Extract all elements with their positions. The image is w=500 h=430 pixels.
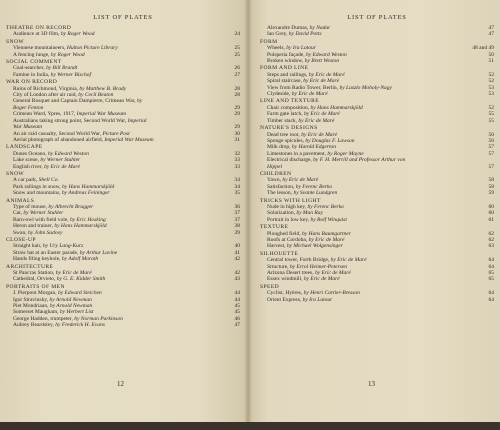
plate-caption: Straw hat at an Easter parade,: [13, 249, 79, 256]
plate-credit: Roger Fenton: [13, 104, 44, 111]
plate-page-number: 41: [234, 249, 240, 256]
section-title: TEXTURE: [260, 224, 289, 231]
plate-page-number: 58: [488, 183, 494, 190]
plate-credit: by Matthew B. Brady: [79, 85, 127, 92]
plate-caption: A fencing lunge,: [13, 51, 50, 58]
plate-credit: by Edward Weston: [305, 51, 347, 58]
page-heading: LIST OF PLATES: [347, 14, 407, 21]
plate-page-number: 62: [488, 230, 494, 237]
plate-page-number: 55: [488, 111, 494, 118]
plate-page-number: 44: [234, 296, 240, 303]
plate-credit: by Ferenc Berko: [307, 203, 344, 210]
plate-page-number: 64: [488, 263, 494, 270]
plate-credit: by Norman Parkinson: [74, 315, 123, 322]
plate-caption: George Hadden, trumpeter,: [13, 315, 73, 322]
plate-section: [260, 284, 494, 303]
plate-caption: English river,: [13, 163, 43, 170]
plate-page-number: 56: [488, 131, 494, 138]
plate-page-number: 40: [234, 243, 240, 250]
plate-credit: by Bill Brandt: [46, 65, 78, 72]
plate-page-number: 35: [234, 190, 240, 197]
plate-caption: Structure,: [267, 263, 289, 270]
plate-page-number: 56: [488, 137, 494, 144]
plate-caption: J. Pierpont Morgan,: [13, 290, 57, 297]
plate-page-number: 39: [234, 229, 240, 236]
plate-page-number: 58: [488, 177, 494, 184]
plate-entry: [6, 52, 240, 58]
plate-credit: by Eric de Maré: [301, 131, 338, 138]
plate-entry: [260, 217, 494, 223]
plate-credit: by Eric de Maré: [303, 276, 340, 283]
plate-page-number: 64: [488, 257, 494, 264]
plate-credit: by Eric de Maré: [308, 237, 345, 243]
plate-credit: by Eric de Maré: [330, 257, 367, 264]
plate-page-number: 57: [488, 144, 494, 151]
plate-credit: by Arthur Lavine: [79, 249, 118, 256]
plate-page-number: 52: [488, 78, 494, 85]
plate-credit: by Svante Lundgren: [293, 190, 338, 197]
plate-page-number: 26: [234, 65, 240, 72]
plate-page-number: 62: [488, 237, 494, 243]
plates-list: [260, 25, 494, 303]
plate-page-number: 48 and 49: [472, 45, 494, 52]
plate-credit: by Frederick H. Evans: [55, 322, 105, 329]
plate-credit: by Hans Hammarskjöld: [54, 223, 107, 230]
plate-title: [13, 230, 218, 236]
plate-credit: by Cecil Beaton: [78, 92, 114, 99]
plate-section: [6, 39, 240, 58]
page-heading: LIST OF PLATES: [93, 14, 153, 21]
plate-page-number: 64: [488, 290, 494, 297]
plate-section: [6, 59, 240, 78]
plate-caption: Timber stack,: [267, 117, 298, 124]
plate-caption: Ruins of Richmond, Virginia,: [13, 85, 79, 92]
plate-page-number: 57: [488, 163, 494, 170]
plate-page-number: 42: [234, 270, 240, 277]
section-title: CHILDREN: [260, 170, 292, 177]
plate-caption: Arizona Desert trees,: [267, 270, 314, 277]
plate-caption: Essex windmill,: [267, 276, 303, 283]
plate-credit: by Eric de Maré: [44, 163, 80, 170]
plate-credit: Imperial: [127, 117, 147, 124]
plate-page-number: 28: [234, 85, 240, 92]
plate-title: [13, 72, 218, 78]
section-title: NATURE'S DESIGNS: [260, 125, 318, 132]
plate-caption: St Pancras Station,: [13, 270, 55, 277]
plate-credit: by Werner Bischof: [50, 71, 92, 78]
plate-caption: Roofs at Cordoba,: [267, 237, 308, 243]
plate-caption: Clydeside,: [267, 91, 291, 98]
plate-caption: Electrical discharge,: [267, 157, 312, 164]
book-gutter: [244, 0, 252, 422]
plate-credit: by Hans Baumgartner: [301, 230, 351, 237]
plate-caption: Barn-owl with field vole,: [13, 216, 69, 223]
section-title: WAR ON RECORD: [6, 79, 58, 86]
plate-title: [267, 58, 472, 64]
plate-credit: by Eric de Maré: [314, 270, 351, 277]
plate-page-number: 44: [234, 290, 240, 297]
plate-page-number: 53: [488, 84, 494, 91]
plate-credit: by Eric de Maré: [303, 78, 340, 85]
plate-title: [267, 118, 472, 124]
plate-caption: Piet Mondriaan,: [13, 303, 49, 310]
plate-page-number: 43: [234, 276, 240, 283]
plate-caption: City of London after air raid,: [13, 92, 77, 99]
plate-credit: by Edward Steichen: [57, 290, 102, 297]
plate-caption: Aerial photograph of abandoned airfield,: [13, 136, 103, 143]
plate-credit: by Arnold Newman: [49, 296, 92, 303]
plate-caption: Straight hair,: [13, 243, 42, 250]
plate-caption: Steps and railings,: [267, 71, 308, 78]
plate-caption: Audience at 3D film,: [13, 31, 60, 38]
plate-page-number: 60: [488, 210, 494, 217]
plate-credit: by Eric de Maré: [308, 71, 345, 78]
plate-caption: Yawn,: [267, 177, 281, 184]
plate-title: [267, 190, 472, 196]
plate-section: [6, 237, 240, 263]
plate-title: [13, 256, 218, 262]
plate-title: [267, 297, 472, 303]
plate-credit: by Errol Heimer-Petersen: [289, 263, 348, 270]
plate-caption: Hands filing keyhole,: [13, 256, 61, 263]
plates-list: [6, 25, 240, 329]
plate-title: [13, 31, 218, 37]
plate-credit: Imperial War Museum: [104, 136, 154, 143]
page-number: 12: [117, 380, 124, 388]
plate-page-number: 27: [234, 71, 240, 78]
plate-caption: Orient Express,: [267, 296, 302, 303]
plate-credit: Hulton Picture Library: [66, 45, 118, 52]
plate-credit: by Harold Edgerton: [291, 144, 337, 151]
plate-credit: by Edward Weston: [47, 150, 89, 157]
plate-page-number: 46: [234, 315, 240, 322]
plate-credit: by John Sadovy: [27, 229, 63, 236]
plate-page-number: 64: [488, 296, 494, 303]
plate-entry: [260, 276, 494, 282]
plate-page-number: 38: [234, 223, 240, 230]
plate-credit: by Ury Lang-Kurz: [42, 243, 84, 250]
plate-section: [6, 264, 240, 283]
section-title: LINE AND TEXTURE: [260, 98, 320, 105]
plate-credit: by Werner Stuhler: [40, 157, 81, 164]
plate-title: [13, 52, 218, 58]
plate-title: [13, 322, 218, 328]
plate-entry: [6, 276, 240, 282]
plate-caption: General Bosquet and Captain Dampierre, Crimean War,: [13, 98, 136, 105]
plate-entry: [6, 72, 240, 78]
plate-entry: [260, 243, 494, 249]
plate-title: [267, 217, 472, 223]
plate-page-number: 55: [488, 117, 494, 124]
plate-section: [260, 125, 494, 170]
page-number: 13: [368, 380, 375, 388]
plate-section: [260, 25, 494, 38]
plate-page-number: 53: [488, 91, 494, 98]
section-title: CLOSE-UP: [6, 237, 36, 243]
plate-credit: by Werner Stuhler: [23, 210, 64, 217]
section-title: ANIMALS: [6, 197, 35, 204]
plate-page-number: 61: [488, 216, 494, 223]
plate-title: [267, 164, 472, 170]
plate-page-number: 59: [488, 190, 494, 197]
plate-page-number: 31: [234, 136, 240, 143]
plate-section: [6, 198, 240, 236]
plate-page-number: 51: [488, 58, 494, 65]
plate-title: [13, 190, 218, 196]
plate-section: [6, 284, 240, 329]
section-title: LANDSCAPE: [6, 144, 43, 151]
plate-credit: Picture Post: [102, 130, 130, 137]
plate-section: [6, 171, 240, 197]
plate-title: [13, 276, 218, 282]
plate-caption: Coal-searcher,: [13, 65, 45, 72]
plate-caption: A car park,: [13, 177, 38, 184]
plate-entry: [6, 230, 240, 236]
plate-entry: [260, 190, 494, 196]
plate-credit: by Ira Latour: [286, 45, 316, 52]
plate-page-number: 28: [234, 92, 240, 99]
plate-title: [267, 91, 472, 97]
plate-caption: Viennese mountaineers,: [13, 45, 66, 52]
plate-section: [260, 65, 494, 97]
plate-entry: [6, 164, 240, 170]
plate-credit: by Eric de Maré: [282, 177, 319, 184]
section-title: SNOW: [6, 38, 25, 45]
plate-section: [260, 251, 494, 283]
section-title: FORM AND LINE: [260, 65, 309, 72]
plate-page-number: 33: [234, 163, 240, 170]
plate-caption: Famine in India,: [13, 71, 50, 78]
plate-entry: [6, 190, 240, 196]
plate-credit: by: [137, 98, 143, 105]
plate-credit: by Andreas Feininger: [61, 190, 110, 197]
plate-caption: Farm gate latch,: [267, 111, 303, 118]
plate-page-number: 47: [488, 31, 494, 38]
plate-caption: Pulsperia façade,: [267, 51, 305, 58]
plate-credit: by Rolf Winquist: [310, 216, 347, 223]
plate-caption: Cat,: [13, 210, 23, 217]
plate-credit: by David Potts: [288, 31, 322, 38]
plate-page-number: 29: [234, 104, 240, 111]
plate-credit: Hippel: [267, 163, 282, 170]
plate-credit: by Douglas F. Lawson: [305, 137, 355, 144]
section-title: TRICKS WITH LIGHT: [260, 197, 321, 204]
plate-caption: Central tower, Forth Bridge,: [267, 257, 330, 264]
plate-caption: Dunes Oceano,: [13, 150, 47, 157]
plate-entry: [6, 256, 240, 262]
plate-page-number: 37: [234, 210, 240, 217]
plate-credit: by Eric de Maré: [55, 270, 92, 277]
plate-page-number: 33: [234, 157, 240, 164]
plate-credit: by Henri Cartier-Bresson: [303, 290, 360, 297]
plate-credit: by Ferenc Berko: [295, 183, 333, 190]
plate-credit: by Brett Weston: [304, 58, 340, 65]
plate-credit: by Ira Latour: [302, 296, 333, 303]
plate-caption: Chair composition,: [267, 104, 310, 111]
plate-title: [13, 164, 218, 170]
plate-credit: by Adolf Morath: [61, 256, 99, 263]
plate-title: [267, 276, 472, 282]
plate-page-number: 52: [488, 71, 494, 78]
plate-credit: by Roger Wood: [50, 51, 85, 58]
plate-caption: Portrait in low key,: [267, 216, 310, 223]
section-title: SILHOUETTE: [260, 250, 299, 257]
plate-caption: Harvest,: [267, 243, 286, 250]
plate-caption: Type of mouse,: [13, 203, 47, 210]
plate-credit: by Laszlo Moholy-Nagy: [339, 84, 392, 91]
plate-entry: [260, 91, 494, 97]
plate-caption: Ian Grey,: [267, 31, 288, 38]
plate-caption: Spiral staircase,: [267, 78, 302, 85]
plate-entry: [6, 31, 240, 37]
plate-credit: by Arnold Newman: [49, 303, 93, 310]
plate-page-number: 50: [488, 51, 494, 58]
plate-caption: Park railings in snow,: [13, 183, 61, 190]
plate-page-number: 30: [234, 130, 240, 137]
plate-section: [6, 25, 240, 38]
plate-entry: [260, 31, 494, 37]
plate-caption: An air raid casualty, Second World War,: [13, 130, 102, 137]
plate-caption: Aubrey Beardsley,: [13, 322, 54, 329]
section-title: SPEED: [260, 283, 280, 290]
plate-caption: Heron and trainer,: [13, 223, 53, 230]
plate-caption: Broken window,: [267, 58, 304, 65]
plate-page-number: 29: [234, 111, 240, 118]
plate-caption: Australians taking strong point, Second World War,: [13, 117, 127, 124]
plate-credit: by Man Ray: [296, 210, 323, 217]
plate-caption: Dead tree root,: [267, 131, 300, 138]
plate-page-number: 24: [234, 31, 240, 38]
plate-page-number: 34: [234, 183, 240, 190]
plate-page-number: 42: [234, 256, 240, 263]
plate-credit: by Michael Wolgensinger: [286, 243, 343, 250]
plate-entry: [260, 297, 494, 303]
plate-caption: Nude in high key,: [267, 203, 307, 210]
plate-credit: by F. H. Merrill and Professor Arthur von: [313, 157, 406, 164]
plate-entry: [260, 164, 494, 170]
plate-title: [267, 31, 472, 37]
plate-section: [260, 198, 494, 224]
plate-caption: View from Radio Tower, Berlin,: [267, 84, 339, 91]
plate-caption: Alexandre Dumas,: [267, 25, 309, 31]
section-title: THEATRE ON RECORD: [6, 25, 72, 31]
plate-page-number: 65: [488, 270, 494, 277]
plate-page-number: 34: [234, 177, 240, 184]
plate-caption: Milk drop,: [267, 144, 291, 151]
plate-section: [260, 98, 494, 124]
plate-section: [260, 171, 494, 197]
plate-caption: Lake scene,: [13, 157, 39, 164]
plate-caption: Wheels,: [267, 45, 285, 52]
plate-credit: by Eric de Maré: [291, 91, 328, 98]
plate-caption: Snow and mountains,: [13, 190, 61, 197]
section-title: FORM: [260, 38, 278, 45]
plate-page-number: 25: [234, 45, 240, 52]
plate-page-number: 57: [488, 150, 494, 157]
plate-page-number: 45: [234, 303, 240, 310]
plate-credit: Imperial War Museum: [76, 111, 126, 118]
plate-credit: by Albrecht Brugger: [48, 203, 94, 210]
plate-credit: by Nadar: [309, 25, 331, 31]
plate-page-number: 47: [488, 25, 494, 31]
plate-credit: by Hans Hammarskjöld: [62, 183, 115, 190]
plate-page-number: 25: [234, 51, 240, 58]
plate-credit: by Eric de Maré: [298, 117, 335, 124]
plate-caption: Ploughed field,: [267, 230, 301, 237]
plate-caption: Igor Stravinsky,: [13, 296, 49, 303]
plate-page-number: 29: [234, 124, 240, 131]
section-title: SNOW: [6, 170, 25, 177]
plate-section: [260, 39, 494, 65]
plate-section: [260, 224, 494, 250]
plate-page-number: 63: [488, 243, 494, 250]
plate-credit: by Herbert List: [59, 309, 94, 316]
plate-entry: [260, 58, 494, 64]
plate-credit: by Roger Mayne: [327, 150, 364, 157]
right-page: [248, 0, 500, 422]
section-title: ARCHITECTURE: [6, 263, 54, 270]
plate-entry: [6, 322, 240, 328]
plate-page-number: 37: [234, 216, 240, 223]
plate-credit: by Roger Wood: [60, 31, 95, 38]
plate-page-number: 65: [488, 276, 494, 283]
plate-page-number: 60: [488, 203, 494, 210]
plate-credit: by Hans Hammarskjöld: [310, 104, 363, 111]
plate-title: [13, 137, 218, 143]
plate-page-number: 32: [234, 150, 240, 157]
plate-credit: Shell Co.: [38, 177, 59, 184]
plate-credit: by G. E. Kidder Smith: [56, 276, 106, 283]
plate-credit: by Eric de Maré: [303, 111, 340, 118]
plate-caption: The lesson,: [267, 190, 293, 197]
plate-caption: Cathedral, Orvieto,: [13, 276, 56, 283]
plate-section: [6, 144, 240, 170]
plate-caption: Satisfaction,: [267, 183, 295, 190]
plate-credit: by Eric Hosking: [69, 216, 106, 223]
plate-caption: Sponge spicules,: [267, 137, 304, 144]
plate-caption: Cyclist, Hyères,: [267, 290, 303, 297]
plate-caption: Solarization,: [267, 210, 295, 217]
plate-page-number: 47: [234, 322, 240, 329]
plate-page-number: 45: [234, 309, 240, 316]
plate-caption: Crimean Ward, Ypres, 1917,: [13, 111, 76, 118]
plate-entry: [6, 137, 240, 143]
plate-caption: Swan,: [13, 229, 27, 236]
section-title: SOCIAL COMMENT: [6, 59, 62, 66]
plate-caption: Limestones in a pavement,: [267, 150, 326, 157]
plate-title: [267, 243, 472, 249]
plate-page-number: 52: [488, 104, 494, 111]
plate-entry: [260, 118, 494, 124]
plate-credit: War Museum: [13, 124, 42, 131]
plate-caption: Somerset Maugham,: [13, 309, 59, 316]
plate-page-number: 36: [234, 203, 240, 210]
section-title: PORTRAITS OF MEN: [6, 283, 65, 290]
plate-section: [6, 79, 240, 143]
left-page: [0, 0, 248, 422]
